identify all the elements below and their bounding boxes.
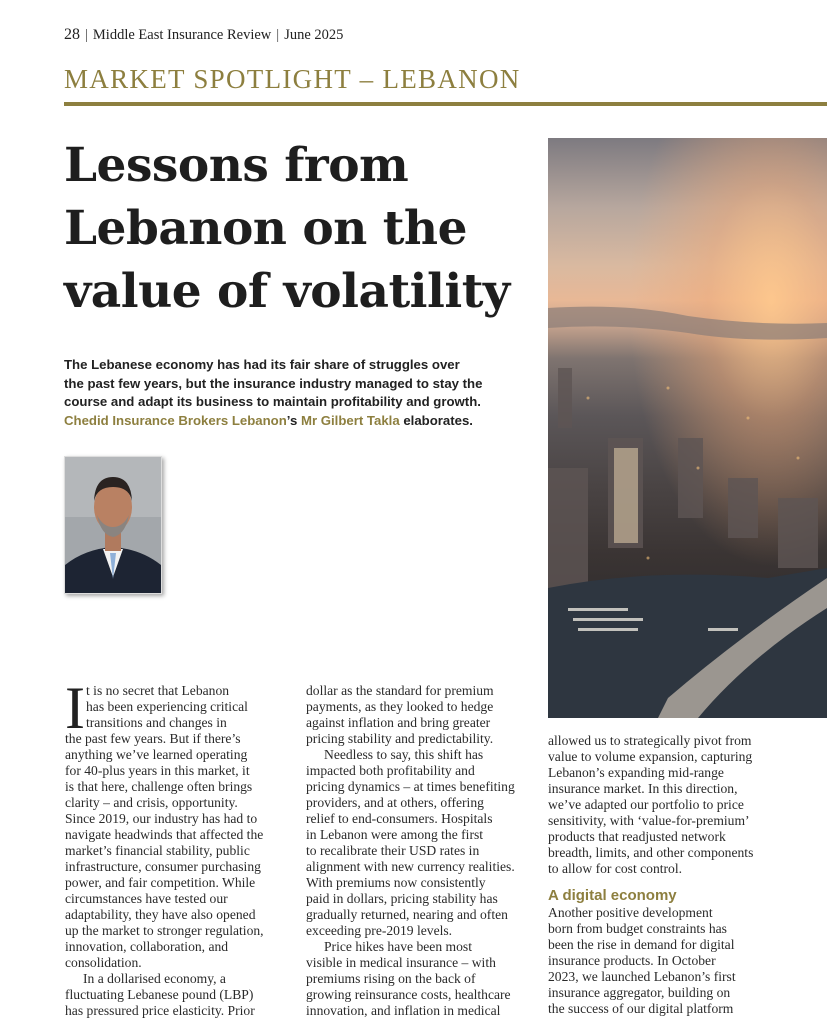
body-line: allowed us to strategically pivot from: [548, 733, 752, 748]
section-divider: [64, 102, 827, 106]
publication-name: Middle East Insurance Review: [92, 27, 272, 43]
body-line: pricing dynamics – at times benefiting: [306, 779, 515, 794]
body-line: the past few years. But if there’s: [65, 731, 241, 746]
possessive: ’s: [286, 412, 301, 428]
body-line: in Lebanon were among the first: [306, 827, 484, 842]
body-line: for 40-plus years in this market, it: [65, 763, 250, 778]
article-standfirst: [64, 356, 483, 430]
drop-cap: I: [65, 675, 85, 741]
body-line: insurance products. In October: [548, 953, 716, 968]
body-line: 2023, we launched Lebanon’s first: [548, 969, 736, 984]
beirut-aerial-photo: [548, 138, 827, 718]
body-line: With premiums now consistently: [306, 875, 486, 890]
body-line: premiums rising on the back of: [306, 971, 476, 986]
body-line: dollar as the standard for premium: [306, 683, 494, 698]
body-line: gradually returned, nearing and often: [306, 907, 508, 922]
body-column-2: [306, 683, 515, 1019]
body-line: pricing stability and predictability.: [306, 731, 494, 746]
body-line: circumstances have tested our: [65, 891, 228, 906]
body-line: has been experiencing critical: [86, 699, 248, 714]
body-line: transitions and changes in: [86, 715, 227, 730]
body-line: the success of our digital platform: [548, 1001, 734, 1016]
headline-line: Lebanon on the: [64, 201, 467, 256]
body-line: providers, and at others, offering: [306, 795, 484, 810]
body-line: born from budget constraints has: [548, 921, 727, 936]
article-headline: [64, 134, 534, 323]
body-line: breadth, limits, and other components: [548, 845, 754, 860]
headline-line: Lessons from: [64, 138, 409, 193]
body-line: sensitivity, with ‘value-for-premium’: [548, 813, 750, 828]
standfirst-line: the past few years, but the insurance industry managed to stay the: [64, 375, 483, 391]
body-line: Since 2019, our industry has had to: [65, 811, 258, 826]
author-name: Mr Gilbert Takla: [300, 412, 400, 428]
body-line: alignment with new currency realities.: [306, 859, 515, 874]
author-portrait: [64, 456, 162, 594]
page-folio: 28 | Middle East Insurance Review | June 2025: [64, 26, 344, 43]
body-line: been the rise in demand for digital: [548, 937, 735, 952]
body-line: anything we’ve learned operating: [65, 747, 248, 762]
body-line: Lebanon’s expanding mid-range: [548, 765, 724, 780]
body-line: up the market to stronger regulation,: [65, 923, 264, 938]
body-line: payments, as they looked to hedge: [306, 699, 494, 714]
body-column-3: [548, 733, 753, 1017]
subheading: A digital economy: [548, 887, 677, 904]
body-line: insurance market. In this direction,: [548, 781, 738, 796]
body-line: to recalibrate their USD rates in: [306, 843, 480, 858]
body-line: Needless to say, this shift has: [324, 747, 484, 762]
body-line: impacted both profitability and: [306, 763, 475, 778]
page-number: 28: [64, 26, 80, 43]
body-line: innovation, collaboration, and: [65, 939, 229, 954]
body-line: consolidation.: [65, 955, 142, 970]
body-line: insurance aggregator, building on: [548, 985, 731, 1000]
body-line: innovation, and inflation in medical: [306, 1003, 501, 1018]
body-line: t is no secret that Lebanon: [86, 683, 230, 698]
body-line: infrastructure, consumer purchasing: [65, 859, 261, 874]
company-name: Chedid Insurance Brokers Lebanon: [64, 412, 287, 428]
issue-date: June 2025: [284, 27, 344, 43]
body-line: clarity – and crisis, opportunity.: [65, 795, 238, 810]
body-line: navigate headwinds that affected the: [65, 827, 264, 842]
body-line: fluctuating Lebanese pound (LBP): [65, 987, 254, 1002]
standfirst-line: The Lebanese economy has had its fair share of struggles over: [64, 357, 460, 372]
body-line: is that here, challenge often brings: [65, 779, 253, 794]
standfirst-line: course and adapt its business to maintain profitability and growth.: [64, 394, 481, 409]
body-line: visible in medical insurance – with: [306, 955, 496, 970]
standfirst-tail: elaborates.: [399, 412, 473, 428]
body-line: products that readjusted network: [548, 829, 726, 844]
body-line: against inflation and bring greater: [306, 715, 491, 730]
body-line: power, and fair competition. While: [65, 875, 256, 890]
body-line: we’ve adapted our portfolio to price: [548, 797, 744, 812]
body-line: market’s financial stability, public: [65, 843, 250, 858]
body-line: relief to end-consumers. Hospitals: [306, 811, 493, 826]
body-line: Another positive development: [548, 905, 713, 920]
section-title: MARKET SPOTLIGHT – LEBANON: [64, 64, 521, 94]
body-line: adaptability, they have also opened: [65, 907, 256, 922]
body-line: has pressured price elasticity. Prior: [65, 1003, 255, 1018]
body-line: Price hikes have been most: [324, 939, 472, 954]
body-column-1: [65, 675, 264, 1019]
headline-line: value of volatility: [64, 264, 510, 319]
body-line: value to volume expansion, capturing: [548, 749, 753, 764]
body-line: growing reinsurance costs, healthcare: [306, 987, 511, 1002]
body-line: In a dollarised economy, a: [83, 971, 226, 986]
body-line: to allow for cost control.: [548, 861, 683, 876]
body-line: exceeding pre-2019 levels.: [306, 923, 453, 938]
body-line: paid in dollars, pricing stability has: [306, 891, 498, 906]
